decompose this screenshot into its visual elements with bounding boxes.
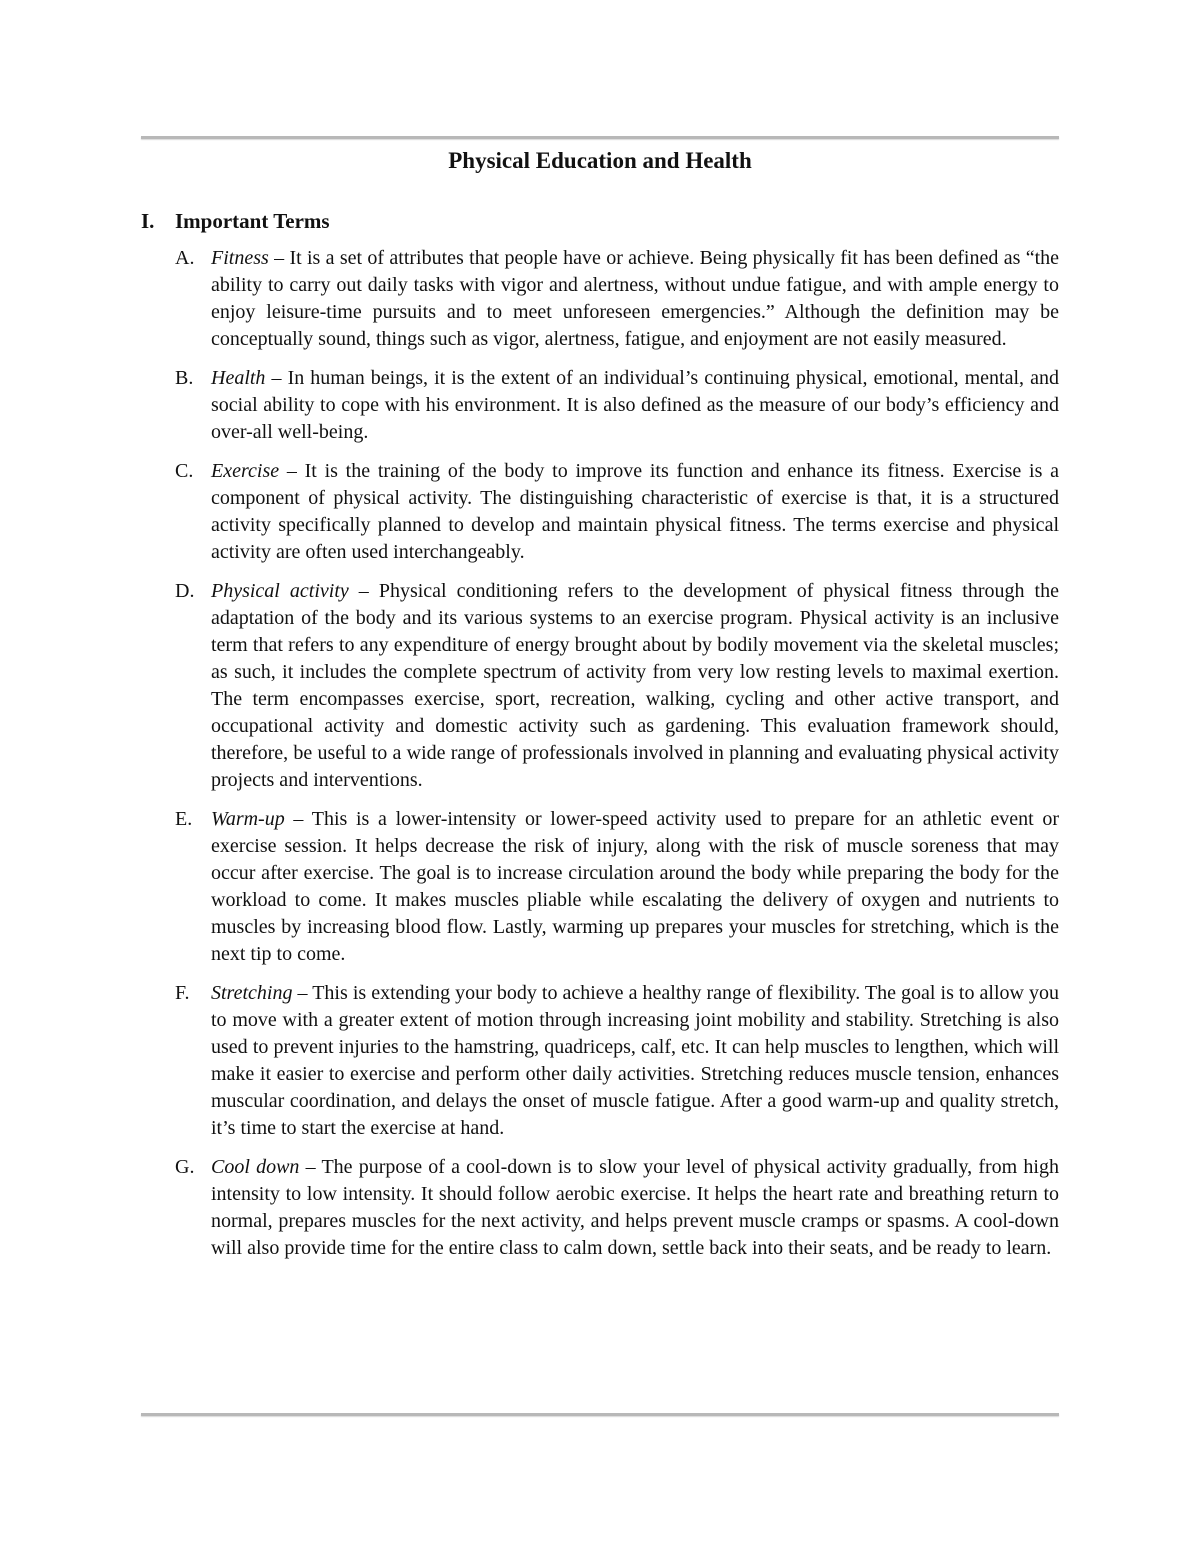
term-letter: B. (175, 367, 194, 389)
term-name: Exercise (211, 460, 280, 482)
term-letter: D. (175, 580, 195, 602)
term-definition: – The purpose of a cool-down is to slow your level of physical activity gradually, from high intensity to low intensity. It should follow aerobic exercise. It helps the heart rate and breathing return to normal, prepares muscles for the next activity, and helps prevent muscle cramps or spasms. A cool-down will also provide time for the entire class to calm down, settle back into their seats, and be ready to learn. (211, 1156, 1059, 1259)
term-letter: A. (175, 247, 195, 269)
term-definition: – Physical conditioning refers to the development of physical fitness through the adaptation of the body and its various systems to an exercise program. Physical activity is an inclusive term that refers to any expenditure of energy brought about by bodily movement via the skeletal muscles; as such, it includes the complete spectrum of activity from very low resting levels to maximal exertion. The term encompasses exercise, sport, recreation, walking, cycling and other active transport, and occupational activity and domestic activity such as gardening. This evaluation framework should, therefore, be useful to a wide range of professionals involved in planning and evaluating physical activity projects and interventions. (211, 580, 1059, 791)
term-name: Fitness (211, 247, 269, 269)
term-name: Health (211, 367, 266, 389)
term-letter: E. (175, 808, 193, 830)
term-physical-activity (175, 578, 1059, 794)
term-stretching (175, 980, 1059, 1142)
term-definition: – In human beings, it is the extent of an individual’s continuing physical, emotional, mental, and social ability to cope with his environment. It is also defined as the measure of our body’s efficiency and over-all well-being. (211, 367, 1059, 443)
term-name: Cool down (211, 1156, 300, 1178)
term-health (175, 365, 1059, 446)
term-fitness (175, 245, 1059, 353)
term-definition: – This is a lower-intensity or lower-speed activity used to prepare for an athletic event or exercise session. It helps decrease the risk of injury, along with the risk of muscle soreness that may occur after exercise. The goal is to increase circulation around the body while preparing the body for the workload to come. It makes muscles pliable while escalating the delivery of oxygen and nutrients to muscles by increasing blood flow. Lastly, warming up prepares your muscles for stretching, which is the next tip to come. (211, 808, 1059, 965)
term-exercise (175, 458, 1059, 566)
section-heading (141, 205, 330, 237)
term-letter: F. (175, 982, 190, 1004)
terms-list (175, 245, 1059, 1274)
term-letter: G. (175, 1156, 195, 1178)
term-definition: – It is a set of attributes that people have or achieve. Being physically fit has been defined as “the ability to carry out daily tasks with vigor and alertness, without undue fatigue, and with ample energy to enjoy leisure-time pursuits and to meet unforeseen emergencies.” Although the definition may be conceptually sound, things such as vigor, alertness, fatigue, and enjoyment are not easily measured. (211, 247, 1059, 350)
page-title: Physical Education and Health (448, 148, 752, 173)
bottom-divider (141, 1413, 1059, 1416)
term-definition: – It is the training of the body to improve its function and enhance its fitness. Exercise is a component of physical activity. The distinguishing characteristic of exercise is that, it is a structured activity specifically planned to develop and maintain physical fitness. The terms exercise and physical activity are often used interchangeably. (211, 460, 1059, 563)
term-name: Physical activity (211, 580, 349, 602)
term-warm-up (175, 806, 1059, 968)
term-cool-down (175, 1154, 1059, 1262)
term-letter: C. (175, 460, 194, 482)
top-divider (141, 136, 1059, 139)
term-name: Stretching (211, 982, 293, 1004)
term-definition: – This is extending your body to achieve a healthy range of flexibility. The goal is to allow you to move with a greater extent of motion through increasing joint mobility and stability. Stretching is also used to prevent injuries to the hamstring, quadriceps, calf, etc. It can help muscles to lengthen, which will make it easier to exercise and perform other daily activities. Stretching reduces muscle tension, enhances muscular coordination, and delays the onset of muscle fatigue. After a good warm-up and quality stretch, it’s time to start the exercise at hand. (211, 982, 1059, 1139)
section-title: Important Terms (175, 209, 330, 233)
section-number: I. (141, 209, 155, 233)
term-name: Warm-up (211, 808, 285, 830)
